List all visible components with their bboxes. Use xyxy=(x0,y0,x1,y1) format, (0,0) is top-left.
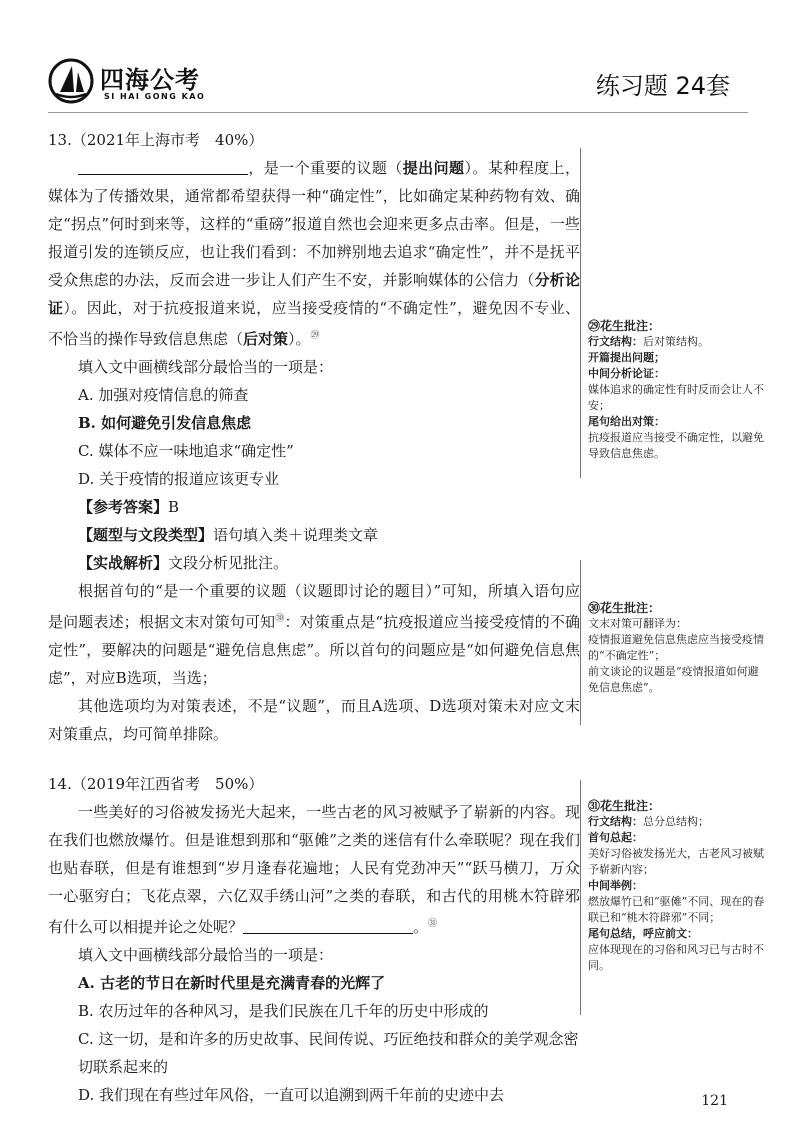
q13-explanation-1 xyxy=(48,577,580,692)
note-value: 媒体追求的确定性有时反而会让人不安； xyxy=(588,383,764,412)
note-key: 行文结构： xyxy=(588,815,643,828)
q13-type xyxy=(48,521,580,549)
q14-title: 14.（2019年江西省考 50%） xyxy=(48,775,264,793)
q13-blank xyxy=(78,159,248,175)
exp1-part-a: 根据首句的“是一个重要的议题（议题即讨论的题目）”可知，所填入语句应是问题表述；根据文末对策句可知 xyxy=(48,582,580,631)
q14-option-d: D. 我们现在有些过年风俗，一直可以追溯到两千年前的史迹中去 xyxy=(78,1086,505,1104)
side-note-line xyxy=(588,814,768,830)
note-value: 总分总结构； xyxy=(643,815,709,828)
note-key: 中间分析论证： xyxy=(588,367,665,380)
note-key: 开篇提出问题； xyxy=(588,351,665,364)
main-content xyxy=(48,126,580,1109)
q13-explanation-2: 其他选项均为对策表述，不是“议题”，而且A选项、D选项对策未对应文末对策重点，均可简单排除。 xyxy=(48,697,580,743)
analysis-label: 【实战解析】 xyxy=(78,554,169,572)
side-note-line xyxy=(588,334,768,350)
note-value: 燃放爆竹已和“驱傩”不同、现在的春联已和“桃木符辟邪”不同； xyxy=(588,895,765,924)
page-header xyxy=(0,0,800,120)
side-note-line xyxy=(588,430,768,462)
spacer xyxy=(48,748,580,770)
q14-passage xyxy=(48,798,580,941)
side-note-31 xyxy=(588,798,768,974)
type-value: 语句填入类＋说理类文章 xyxy=(213,526,379,544)
q13-passage xyxy=(48,154,580,353)
side-note-line xyxy=(588,664,768,696)
q14-option-c: C. 这一切，是和许多的历史故事、民间传说、巧匠绝技和群众的美学观念密切联系起来的 xyxy=(78,1030,579,1076)
q14-text-end: 。 xyxy=(413,918,429,936)
exp1-part-b: ：对策重点是“抗疫报道应当接受疫情的不确定性”，要解决的问题是“避免信息焦虑”。所以首句的问题应是“如何避免信息焦虑”，对应B选项，当选； xyxy=(48,613,580,687)
q13-prompt: 填入文中画横线部分最恰当的一项是： xyxy=(78,358,334,376)
q14-text: 一些美好的习俗被发扬光大起来，一些古老的风习被赋予了崭新的内容。现在我们也燃放爆竹。但是谁想到那和“驱傩”之类的迷信有什么牵联呢？现在我们也贴春联，但是有谁想到“岁月逢春花遍地；人民有党劲冲天”“跃马横刀，万众一心驱穷白；飞花点翠，六亿双手绣山河”之类的春联，和古代的用桃木符辟邪有什么可以相提并论之处呢？ xyxy=(48,803,580,936)
q13-text-4: ）。 xyxy=(288,330,311,348)
side-divider-2 xyxy=(580,560,581,725)
note-value: 文末对策可翻译为： xyxy=(588,617,687,630)
note-key: 中间举例： xyxy=(588,879,643,892)
note-value: 美好习俗被发扬光大，古老风习被赋予崭新内容； xyxy=(588,847,764,876)
q13-title: 13.（2021年上海市考 40%） xyxy=(48,131,264,149)
side-note-30 xyxy=(588,600,768,696)
side-note-line xyxy=(588,414,768,430)
side-note-29 xyxy=(588,318,768,462)
page-title: 练习题 24套 xyxy=(595,72,730,100)
note-key: 尾句总结，呼应前文： xyxy=(588,927,698,940)
note-value: 抗疫报道应当接受不确定性，以避免导致信息焦虑。 xyxy=(588,431,764,460)
q13-text-2: ）。某种程度上，媒体为了传播效果，通常都希望获得一种“确定性”，比如确定某种药物有效、确定“拐点”何时到来等，这样的“重磅”报道自然也会迎来更多点击率。但是，一些报道引发的连锁反应，也让我们看到：不加辨别地去追求“确定性”，并不是抚平受众焦虑的办法，反而会进一步让人们产生不安，并影响媒体的公信力（ xyxy=(48,159,580,289)
q13-analysis xyxy=(48,549,580,577)
brand-name-en: SI HAI GONG KAO xyxy=(104,92,206,101)
q13-bold-1: 提出问题 xyxy=(402,159,465,177)
q13-bold-3: 后对策 xyxy=(243,330,289,348)
side-note-line xyxy=(588,846,768,878)
brand-name-cn: 四海公考 xyxy=(100,66,200,94)
side-note-line xyxy=(588,942,768,974)
q13-option-d: D. 关于疫情的报道应该更专业 xyxy=(78,470,280,488)
q13-bold-2: 分析论证 xyxy=(48,271,580,317)
q14-option-a: A. 古老的节日在新时代里是充满青春的光辉了 xyxy=(78,974,386,992)
brand-logo xyxy=(48,58,208,108)
side-note-line xyxy=(588,382,768,414)
note-value: 疫情报道避免信息焦虑应当接受疫情的“不确定性”； xyxy=(588,633,764,662)
side-note-line xyxy=(588,616,768,632)
side-note-line xyxy=(588,878,768,894)
sail-logo-icon xyxy=(48,58,94,104)
side-note-line xyxy=(588,894,768,926)
q13-option-a: A. 加强对疫情信息的筛查 xyxy=(78,386,249,404)
q13-text-1: ，是一个重要的议题（ xyxy=(248,159,403,177)
q14-prompt: 填入文中画横线部分最恰当的一项是： xyxy=(78,946,334,964)
note-value: 应体现现在的习俗和风习已与古时不同。 xyxy=(588,943,764,972)
answer-value: B xyxy=(168,498,180,516)
analysis-value: 文段分析见批注。 xyxy=(168,554,289,572)
side-note-line xyxy=(588,366,768,382)
answer-label: 【参考答案】 xyxy=(78,498,169,516)
q13-answer xyxy=(48,493,580,521)
side-divider-3 xyxy=(580,780,581,1015)
header-divider xyxy=(48,112,748,113)
note-key: 行文结构： xyxy=(588,335,643,348)
side-note-line xyxy=(588,926,768,942)
q14-note-ref-31: ㉛ xyxy=(428,919,438,929)
side-note-30-title: ㉚花生批注： xyxy=(588,601,661,615)
q14-blank xyxy=(243,918,413,934)
note-key: 尾句给出对策： xyxy=(588,415,665,428)
note-value: 后对策结构。 xyxy=(643,335,709,348)
side-note-29-title: ㉙花生批注： xyxy=(588,319,661,333)
side-divider-1 xyxy=(580,148,581,478)
side-note-line xyxy=(588,350,768,366)
side-note-31-title: ㉛花生批注： xyxy=(588,799,661,813)
q13-note-ref-30: ㉚ xyxy=(275,614,285,624)
side-note-line xyxy=(588,830,768,846)
q14-option-b: B. 农历过年的各种风习，是我们民族在几千年的历史中形成的 xyxy=(78,1002,489,1020)
q13-text-3: ）。因此，对于抗疫报道来说，应当接受疫情的“不确定性”，避免因不专业、不恰当的操作导致信息焦虑（ xyxy=(48,299,580,348)
note-key: 首句总起： xyxy=(588,831,643,844)
type-label: 【题型与文段类型】 xyxy=(78,526,214,544)
page-number: 121 xyxy=(701,1093,728,1109)
q13-option-c: C. 媒体不应一味地追求“确定性” xyxy=(78,442,294,460)
note-value: 前文谈论的议题是“疫情报道如何避免信息焦虑”。 xyxy=(588,665,759,694)
side-note-line xyxy=(588,632,768,664)
q13-note-ref-29: ㉙ xyxy=(310,331,320,341)
q13-option-b: B. 如何避免引发信息焦虑 xyxy=(78,414,252,432)
